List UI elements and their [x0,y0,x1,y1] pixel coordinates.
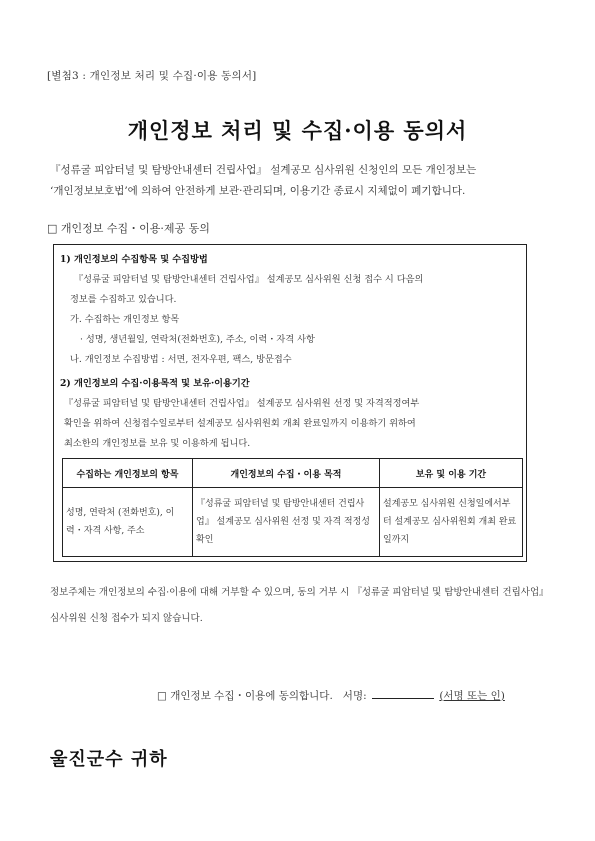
subsection-1-text-line-2: 정보를 수집하고 있습니다. [70,294,177,305]
consent-line [157,686,505,703]
collected-items-heading: 가. 수집하는 개인정보 항목 [70,314,180,325]
consent-checkbox[interactable]: □ [157,690,167,702]
collection-method: 나. 개인정보 수집방법 : 서면, 전자우편, 팩스, 방문접수 [70,354,292,365]
refusal-notice: 정보주체는 개인정보의 수집·이용에 대해 거부할 수 있으며, 동의 거부 시 『성류굴 피암터널 및 탐방안내센터 건립사업』 심사위원 신청 접수가 되지 않습니다. [50,587,549,624]
subsection-2-text-line-1: 『성류굴 피암터널 및 탐방안내센터 건립사업』 설계공모 심사위원 선정 및 자격적정여부 [64,398,420,409]
collected-items-detail: · 성명, 생년월일, 연락처(전화번호), 주소, 이력・자격 사항 [80,334,315,345]
addressee: 울진군수 귀하 [50,749,168,770]
table-header-purpose: 개인정보의 수집・이용 목적 [193,459,380,488]
table-cell-period: 설계공모 심사위원 신청일에서부터 설계공모 심사위원회 개최 완료일까지 [380,488,523,557]
subsection-1-heading: 1) 개인정보의 수집항목 및 수집방법 [60,254,208,265]
consent-details-box [53,244,527,562]
section-checkbox[interactable]: □ [47,222,58,235]
section-label: 개인정보 수집・이용·제공 동의 [60,222,210,235]
subsection-2-heading: 2) 개인정보의 수집·이용목적 및 보유·이용기간 [60,378,250,389]
subsection-2-text-line-3: 최소한의 개인정보를 보유 및 이용하게 됩니다. [64,438,251,449]
section-heading [47,220,210,236]
table-row [63,488,523,557]
signature-hint: (서명 또는 인) [439,690,505,702]
signature-field[interactable] [372,686,434,699]
table-header-row [63,459,523,488]
page-title: 개인정보 처리 및 수집·이용 동의서 [127,118,468,143]
purpose-table [62,458,523,557]
table-cell-items: 성명, 연락처 (전화번호), 이력・자격 사항, 주소 [63,488,193,557]
intro-line-1: 『성류굴 피암터널 및 탐방안내센터 건립사업』 설계공모 심사위원 신청인의 모든 개인정보는 [50,164,477,176]
table-header-period: 보유 및 이용 기간 [380,459,523,488]
table-cell-purpose: 『성류굴 피암터널 및 탐방안내센터 건립사업』 설계공모 심사위원 선정 및 자격 적정성 확인 [193,488,380,557]
subsection-1-text-line-1: 『성류굴 피암터널 및 탐방안내센터 건립사업』 설계공모 심사위원 신청 접수 시 다음의 [74,274,424,285]
annex-label: [별첨3 : 개인정보 처리 및 수집·이용 동의서] [47,70,257,82]
signature-label: 서명: [342,690,367,702]
intro-paragraph [50,160,560,202]
table-header-items: 수집하는 개인정보의 항목 [63,459,193,488]
consent-text: 개인정보 수집・이용에 동의합니다. [170,690,333,702]
intro-line-2: ‘개인정보보호법’에 의하여 안전하게 보관·관리되며, 이용기간 종료시 지체없이 폐기합니다. [50,185,466,197]
subsection-2-text-line-2: 확인을 위하여 신청접수일로부터 설계공모 심사위원회 개최 완료일까지 이용하기 위하여 [64,418,416,429]
